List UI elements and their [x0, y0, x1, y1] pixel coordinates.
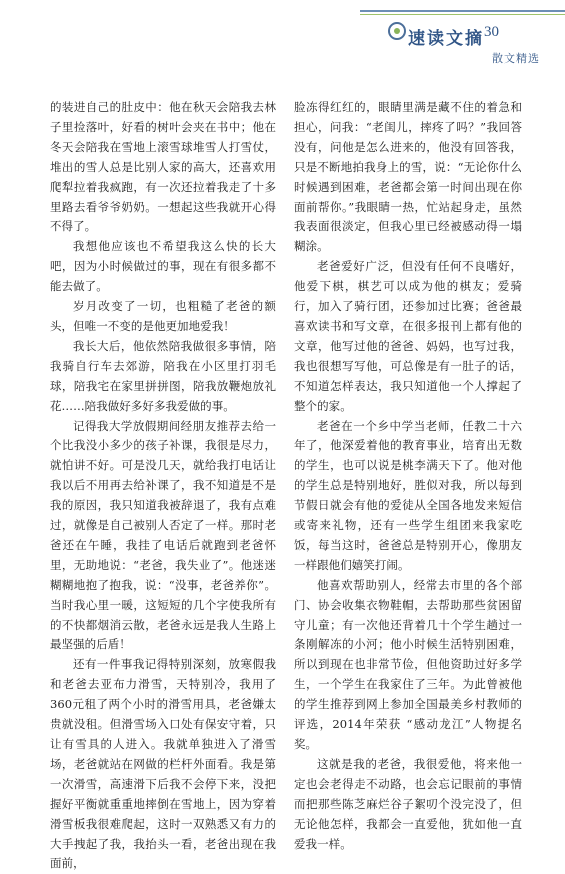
paragraph: 我长大后，他依然陪我做很多事情，陪我骑自行车去郊游，陪我在小区里打羽毛球，陪我宅在家里拼拼图，陪我放鞭炮放礼花……陪我做好多好多我爱做的事。 — [50, 338, 276, 413]
paragraph: 他喜欢帮助别人，经常去市里的各个部门、协会收集衣物鞋帽，去帮助那些贫困留守儿童；有一次他还背着几十个学生趟过一条刚解冻的小河；他小时候生活特别困难，所以到现在也非常节俭，但他资助过好多学生，一个学生在我家住了三年。为此曾被他的学生推荐到网上参加全国最美乡村教师的评选，2014年荣获 “感动龙江”人物提名奖。 — [294, 577, 522, 751]
left-column — [50, 98, 276, 874]
magazine-title: 速读文摘 — [408, 29, 484, 49]
page-header — [0, 0, 565, 70]
paragraph: 老爸爱好广泛，但没有任何不良嗜好，他爱下棋，棋艺可以成为他的棋友；爱骑行，加入了骑行团，还参加过比赛；爸爸最喜欢读书和写文章，在很多报刊上都有他的文章，他写过他的爸爸、妈妈，也写过我，我也很想写写他，可总像是有一肚子的话，不知道怎样表达，我只知道他一个人撑起了整个的家。 — [294, 259, 522, 413]
paragraph: 脸冻得红红的，眼睛里满是藏不住的着急和担心，问我：“老闺儿，摔疼了吗？”我回答没有，问他是怎么进来的，他没有回答我，只是不断地拍我身上的雪，说：“无论你什么时候遇到困难，老爸都会第一时间出现在你面前帮你。”我眼睛一热，忙站起身走，虽然我表面很淡定，但我心里已经被感动得一塌糊涂。 — [294, 100, 522, 254]
paragraph: 记得我大学放假期间经朋友推荐去给一个比我没小多少的孩子补课，我很是尽力，就怕讲不好。可是没几天，就给我打电话让我以后不用再去给补课了，我不知道是不是我的原因，我只知道我被辞退了，我有点难过，就像是自己被别人否定了一样。那时老爸还在午睡，我挂了电话后就跑到老爸怀里，无助地说：“老爸，我失业了”。他迷迷糊糊地抱了抱我，说：“没事，老爸养你”。当时我心里一暖，这短短的几个字使我所有的不快都烟消云散，老爸永远是我人生路上最坚强的后盾！ — [50, 418, 276, 652]
paragraph: 的装进自己的肚皮中：他在秋天会陪我去林子里捡落叶，好看的树叶会夹在书中；他在冬天会陪我在雪地上滚雪球堆雪人打雪仗，堆出的雪人总是比别人家的高大，还喜欢用爬犁拉着我疯跑，有一次还拉着我走了十多里路去看爷爷奶奶。一想起这些我就开心得不得了。 — [50, 100, 276, 234]
paragraph: 岁月改变了一切，也粗糙了老爸的额头，但唯一不变的是他更加地爱我！ — [50, 299, 276, 333]
paragraph: 这就是我的老爸，我很爱他，将来他一定也会老得走不动路，也会忘记眼前的事情而把那些陈芝麻烂谷子絮叨个没完没了，但无论他怎样，我都会一直爱他，犹如他一直爱我一样。 — [294, 756, 522, 851]
header-stripe-blue — [360, 10, 565, 12]
paragraph: 老爸在一个乡中学当老师，任教二十六年了，他深爱着他的教育事业，培育出无数的学生，也可以说是桃李满天下了。他对他的学生总是特别地好，胜似对我，所以每到节假日就会有他的爱徒从全国各地发来短信或寄来礼物，还有一些学生组团来我家吃饭，每当这时，爸爸总是特别开心，像朋友一样跟他们嬉笑打闹。 — [294, 418, 522, 572]
right-column — [294, 98, 522, 854]
magazine-logo-icon — [388, 22, 406, 40]
header-stripe-green — [360, 14, 565, 15]
section-name: 散文精选 — [492, 52, 540, 65]
paragraph: 还有一件事我记得特别深刻，放寒假我和老爸去亚布力滑雪，天特别冷，我用了360元租了两个小时的滑雪用具，老爸嫌太贵就没租。但滑雪场入口处有保安守着，只让有雪具的人进入。我就单独进入了滑雪场，老爸就站在网做的栏杆外面看。我是第一次滑雪，高速滑下后我不会停下来，没把握好平衡就重重地摔倒在雪地上，因为穿着滑雪板我很难爬起，这时一双熟悉又有力的大手拽起了我，我抬头一看，老爸出现在我面前， — [50, 657, 276, 871]
page-number: 30 — [484, 24, 499, 40]
paragraph: 我想他应该也不希望我这么快的长大吧，因为小时候做过的事，现在有很多都不能去做了。 — [50, 239, 276, 294]
